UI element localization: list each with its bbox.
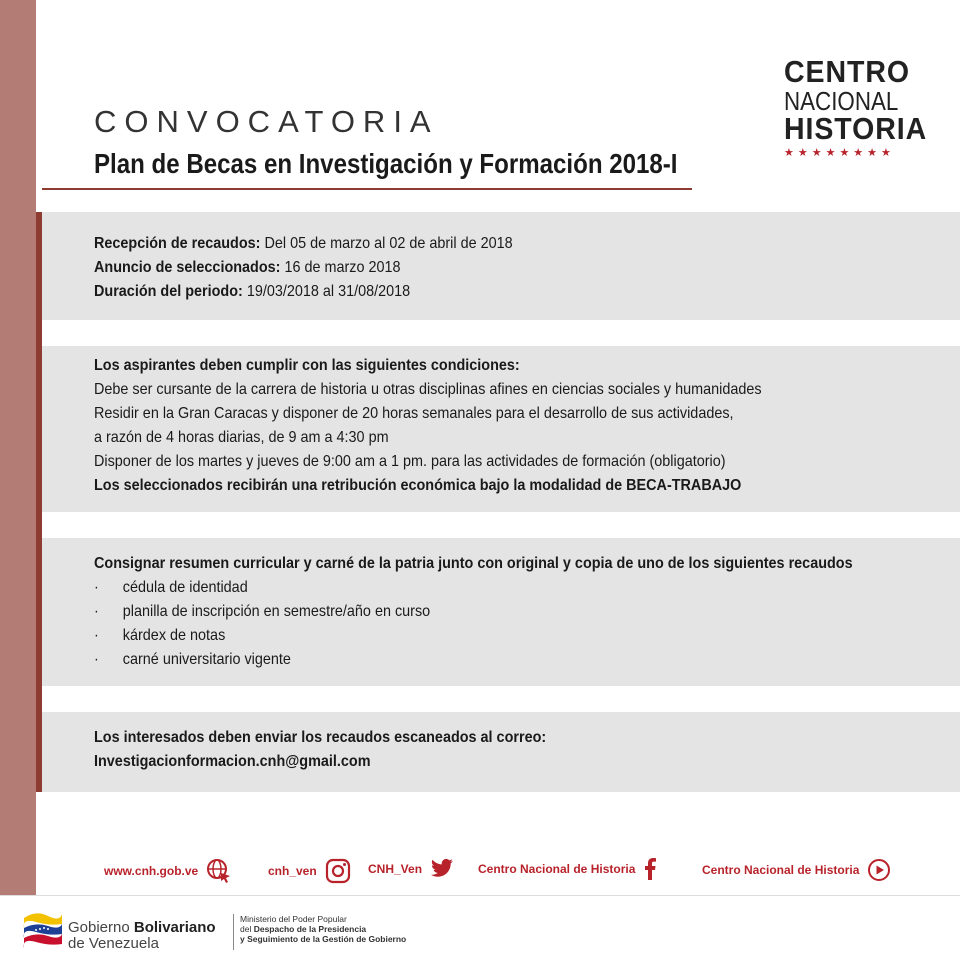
condition-item: Debe ser cursante de la carrera de historia u otras disciplinas afines en ciencias sociales y humanidades [94,381,762,398]
gob-line2: de Venezuela [68,935,159,952]
gob-line1-a: Gobierno [68,919,134,936]
page-kicker: CONVOCATORIA [94,104,439,139]
list-item-text: kárdex de notas [122,627,226,644]
list-item-text: carné universitario vigente [122,651,291,668]
ministry-line2-b: Despacho de la Presidencia [253,924,367,934]
facebook-label: Centro Nacional de Historia [478,862,636,876]
decorative-side-bar [0,0,36,895]
condition-item: a razón de 4 horas diarias, de 9 am a 4:30 pm [94,429,389,446]
conditions-heading: Los aspirantes deben cumplir con las siguientes condiciones: [94,357,520,374]
footer-divider [233,914,234,950]
condition-item-highlight: Los seleccionados recibirán una retribución económica bajo la modalidad de BECA-TRABAJO [94,477,742,494]
ministry-line1: Ministerio del Poder Popular [240,914,347,924]
list-item [94,576,853,600]
instagram-icon [325,858,351,884]
logo-line-historia: HISTORIA [784,111,928,146]
list-item [94,648,853,672]
instagram-label: cnh_ven [268,864,317,878]
facebook-icon [643,858,657,880]
reception-value: Del 05 de marzo al 02 de abril de 2018 [264,235,513,252]
announcement-value: 16 de marzo 2018 [284,259,401,276]
list-item-text: cédula de identidad [122,579,248,596]
instagram-link[interactable] [268,858,351,884]
logo-line-centro: CENTRO [784,54,910,89]
documents-heading: Consignar resumen curricular y carné de la patria junto con original y copia de uno de los siguientes recaudos [94,555,853,572]
government-footer [0,895,960,961]
contact-heading: Los interesados deben enviar los recaudos escaneados al correo: [94,729,547,746]
duration-value: 19/03/2018 al 31/08/2018 [246,283,411,300]
contact-email-link[interactable]: Investigacionformacion.cnh@gmail.com [94,753,371,770]
logo-stars: ★★★★★★★★ [784,147,895,159]
cnh-logo [784,54,928,159]
logo-line-nacional: NACIONAL [784,86,899,116]
announcement-row [94,256,513,280]
announcement-label: Anuncio de seleccionados: [94,259,281,276]
play-icon [867,858,891,882]
reception-label: Recepción de recaudos: [94,235,261,252]
title-divider [42,188,692,190]
twitter-label: CNH_Ven [368,862,423,876]
conditions-section [42,346,960,512]
website-label: www.cnh.gob.ve [104,864,199,878]
twitter-link[interactable] [368,858,454,880]
ministry-line2-a: del [240,924,254,934]
bullet: · [94,579,99,596]
bullet: · [94,627,99,644]
government-name [68,920,216,952]
duration-label: Duración del periodo: [94,283,243,300]
reception-row [94,232,513,256]
youtube-label: Centro Nacional de Historia [702,863,860,877]
documents-section [42,538,960,686]
facebook-link[interactable] [478,858,657,880]
condition-item: Residir en la Gran Caracas y disponer de 20 horas semanales para el desarrollo de sus actividades, [94,405,734,422]
bullet: · [94,603,99,620]
ministry-line3: y Seguimiento de la Gestión de Gobierno [240,934,407,944]
page-title: Plan de Becas en Investigación y Formación 2018-I [94,148,678,179]
twitter-icon [430,858,454,880]
list-item-text: planilla de inscripción en semestre/año en curso [122,603,431,620]
bullet: · [94,651,99,668]
ministry-name [240,914,406,944]
dates-section [42,212,960,320]
duration-row [94,280,513,304]
list-item [94,600,853,624]
list-item [94,624,853,648]
website-link[interactable] [104,858,232,884]
youtube-link[interactable] [702,858,891,882]
venezuela-flag-icon [22,910,64,948]
gob-line1-b: Bolivariano [133,919,216,936]
condition-item: Disponer de los martes y jueves de 9:00 am a 1 pm. para las actividades de formación (obligatorio) [94,453,726,470]
web-cursor-icon [206,858,232,884]
social-links [0,858,960,888]
contact-section [42,712,960,792]
